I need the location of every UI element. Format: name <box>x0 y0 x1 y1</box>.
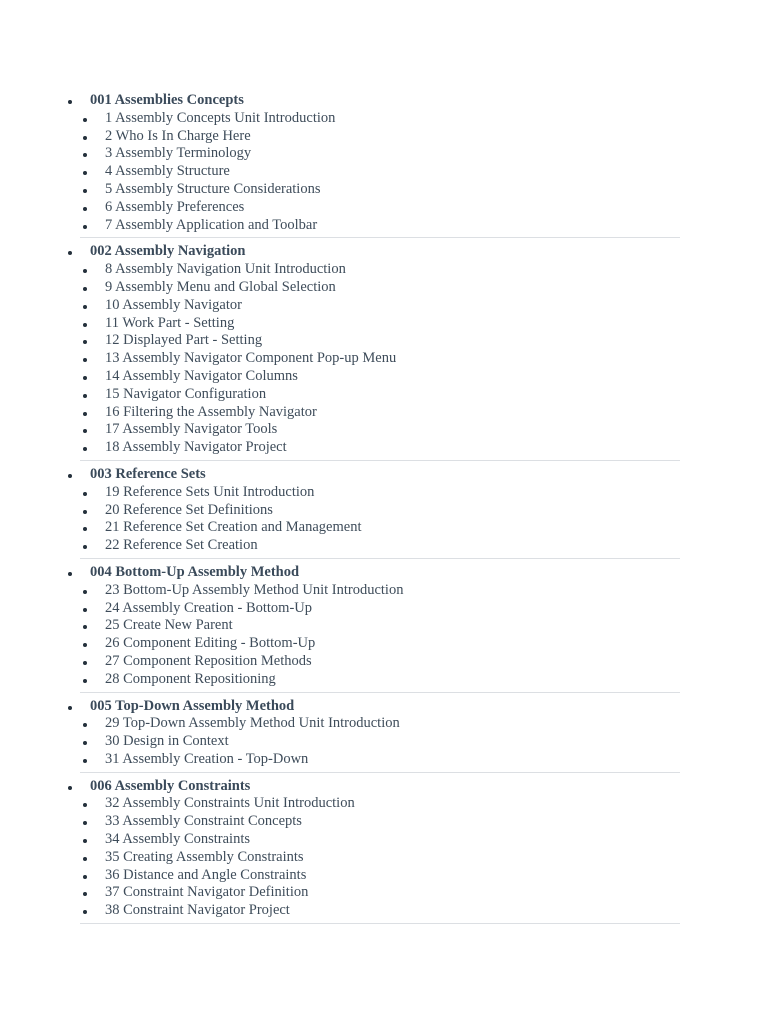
bullet-icon <box>83 545 87 549</box>
lesson-item[interactable] <box>80 600 680 618</box>
bullet-icon <box>83 910 87 914</box>
bullet-icon <box>83 269 87 273</box>
lesson-title[interactable]: 8 Assembly Navigation Unit Introduction <box>105 261 346 278</box>
lesson-title[interactable]: 30 Design in Context <box>105 733 229 750</box>
bullet-icon <box>83 608 87 612</box>
lesson-title[interactable]: 34 Assembly Constraints <box>105 831 251 848</box>
lesson-item[interactable] <box>80 163 680 181</box>
lesson-title[interactable]: 9 Assembly Menu and Global Selection <box>105 278 336 295</box>
lesson-title[interactable]: 32 Assembly Constraints Unit Introduction <box>105 795 355 812</box>
lesson-item[interactable] <box>80 884 680 902</box>
bullet-icon <box>83 492 87 496</box>
lesson-item[interactable] <box>80 386 680 404</box>
bullet-icon <box>83 287 87 291</box>
bullet-icon <box>83 679 87 683</box>
section-title: 001 Assemblies Concepts <box>90 92 244 108</box>
section-title: 005 Top-Down Assembly Method <box>90 697 295 714</box>
section-heading <box>80 778 680 796</box>
bullet-icon <box>83 394 87 398</box>
lesson-title[interactable]: 26 Component Editing - Bottom-Up <box>105 635 316 652</box>
lesson-title[interactable]: 3 Assembly Terminology <box>105 145 252 162</box>
lesson-item[interactable] <box>80 715 680 733</box>
lesson-item[interactable] <box>80 813 680 831</box>
bullet-icon <box>83 839 87 843</box>
bullet-icon <box>83 323 87 327</box>
lesson-item[interactable] <box>80 145 680 163</box>
outline-section <box>80 243 680 461</box>
bullet-icon <box>68 706 72 710</box>
lesson-title[interactable]: 21 Reference Set Creation and Management <box>105 519 362 536</box>
lesson-item[interactable] <box>80 279 680 297</box>
outline-section <box>80 698 680 773</box>
bullet-icon <box>83 358 87 362</box>
lesson-title[interactable]: 20 Reference Set Definitions <box>105 501 273 518</box>
bullet-icon <box>83 305 87 309</box>
bullet-icon <box>83 741 87 745</box>
lesson-title[interactable]: 5 Assembly Structure Considerations <box>105 180 321 197</box>
lesson-title[interactable]: 16 Filtering the Assembly Navigator <box>105 403 317 420</box>
outline-section <box>80 564 680 693</box>
lesson-item[interactable] <box>80 484 680 502</box>
lesson-item[interactable] <box>80 502 680 520</box>
lesson-title[interactable]: 11 Work Part - Setting <box>105 314 235 331</box>
lesson-item[interactable] <box>80 199 680 217</box>
lesson-title[interactable]: 14 Assembly Navigator Columns <box>105 367 298 384</box>
bullet-icon <box>83 189 87 193</box>
lesson-title[interactable]: 28 Component Repositioning <box>105 670 276 687</box>
lesson-item[interactable] <box>80 217 680 235</box>
lesson-title[interactable]: 23 Bottom-Up Assembly Method Unit Introduction <box>105 581 404 598</box>
lesson-item[interactable] <box>80 110 680 128</box>
bullet-icon <box>83 136 87 140</box>
lesson-title[interactable]: 6 Assembly Preferences <box>105 198 245 215</box>
bullet-icon <box>83 875 87 879</box>
bullet-icon <box>68 572 72 576</box>
lesson-item[interactable] <box>80 537 680 555</box>
lesson-title[interactable]: 35 Creating Assembly Constraints <box>105 848 304 865</box>
lesson-title[interactable]: 19 Reference Sets Unit Introduction <box>105 483 315 500</box>
bullet-icon <box>83 759 87 763</box>
lesson-item[interactable] <box>80 795 680 813</box>
bullet-icon <box>83 447 87 451</box>
lesson-item[interactable] <box>80 519 680 537</box>
lesson-title[interactable]: 29 Top-Down Assembly Method Unit Introduction <box>105 715 400 732</box>
outline-section <box>80 778 680 924</box>
lesson-item[interactable] <box>80 635 680 653</box>
lesson-title[interactable]: 2 Who Is In Charge Here <box>105 127 251 144</box>
bullet-icon <box>83 510 87 514</box>
section-heading <box>80 564 680 582</box>
bullet-icon <box>83 207 87 211</box>
lesson-item[interactable] <box>80 831 680 849</box>
bullet-icon <box>83 429 87 433</box>
lesson-title[interactable]: 31 Assembly Creation - Top-Down <box>105 750 309 767</box>
lesson-item[interactable] <box>80 582 680 600</box>
section-heading <box>80 92 680 110</box>
bullet-icon <box>68 474 72 478</box>
lesson-item[interactable] <box>80 297 680 315</box>
section-heading <box>80 243 680 261</box>
lesson-item[interactable] <box>80 671 680 689</box>
bullet-icon <box>83 803 87 807</box>
bullet-icon <box>83 171 87 175</box>
lesson-title[interactable]: 13 Assembly Navigator Component Pop-up Menu <box>105 350 397 367</box>
bullet-icon <box>68 251 72 255</box>
bullet-icon <box>83 376 87 380</box>
section-heading <box>80 466 680 484</box>
section-title: 004 Bottom-Up Assembly Method <box>90 563 300 580</box>
section-title: 003 Reference Sets <box>90 465 206 482</box>
bullet-icon <box>83 118 87 122</box>
lesson-item[interactable] <box>80 751 680 769</box>
lesson-item[interactable] <box>80 332 680 350</box>
lesson-item[interactable] <box>80 867 680 885</box>
lesson-item[interactable] <box>80 128 680 146</box>
bullet-icon <box>83 527 87 531</box>
lesson-title[interactable]: 18 Assembly Navigator Project <box>105 439 287 456</box>
bullet-icon <box>83 590 87 594</box>
lesson-title[interactable]: 22 Reference Set Creation <box>105 537 258 554</box>
bullet-icon <box>83 153 87 157</box>
outline-section <box>80 92 680 238</box>
lesson-item[interactable] <box>80 404 680 422</box>
bullet-icon <box>83 892 87 896</box>
lesson-item[interactable] <box>80 368 680 386</box>
bullet-icon <box>83 661 87 665</box>
lesson-title[interactable]: 4 Assembly Structure <box>105 163 230 180</box>
lesson-item[interactable] <box>80 350 680 368</box>
bullet-icon <box>83 625 87 629</box>
lesson-item[interactable] <box>80 653 680 671</box>
lesson-title[interactable]: 37 Constraint Navigator Definition <box>105 884 309 901</box>
lesson-title[interactable]: 17 Assembly Navigator Tools <box>105 421 278 438</box>
bullet-icon <box>83 643 87 647</box>
bullet-icon <box>68 786 72 790</box>
bullet-icon <box>83 225 87 229</box>
lesson-title[interactable]: 36 Distance and Angle Constraints <box>105 866 307 883</box>
lesson-item[interactable] <box>80 421 680 439</box>
section-title: 006 Assembly Constraints <box>90 777 251 794</box>
lesson-item[interactable] <box>80 181 680 199</box>
bullet-icon <box>83 412 87 416</box>
lesson-title[interactable]: 10 Assembly Navigator <box>105 296 242 313</box>
lesson-title[interactable]: 27 Component Reposition Methods <box>105 652 312 669</box>
bullet-icon <box>83 340 87 344</box>
course-outline <box>0 92 768 929</box>
lesson-item[interactable] <box>80 733 680 751</box>
lesson-title[interactable]: 15 Navigator Configuration <box>105 385 267 402</box>
lesson-title[interactable]: 33 Assembly Constraint Concepts <box>105 813 302 830</box>
section-title: 002 Assembly Navigation <box>90 243 246 260</box>
lesson-item[interactable] <box>80 261 680 279</box>
lesson-title[interactable]: 12 Displayed Part - Setting <box>105 332 263 349</box>
bullet-icon <box>68 100 72 104</box>
bullet-icon <box>83 857 87 861</box>
lesson-item[interactable] <box>80 439 680 457</box>
lesson-item[interactable] <box>80 849 680 867</box>
section-heading <box>80 698 680 716</box>
lesson-title[interactable]: 7 Assembly Application and Toolbar <box>105 216 318 233</box>
lesson-title[interactable]: 24 Assembly Creation - Bottom-Up <box>105 599 313 616</box>
lesson-title[interactable]: 38 Constraint Navigator Project <box>105 902 290 919</box>
outline-section <box>80 466 680 559</box>
lesson-title[interactable]: 1 Assembly Concepts Unit Introduction <box>105 109 336 126</box>
lesson-item[interactable] <box>80 315 680 333</box>
bullet-icon <box>83 821 87 825</box>
bullet-icon <box>83 723 87 727</box>
lesson-title[interactable]: 25 Create New Parent <box>105 617 233 634</box>
lesson-item[interactable] <box>80 902 680 920</box>
lesson-item[interactable] <box>80 617 680 635</box>
